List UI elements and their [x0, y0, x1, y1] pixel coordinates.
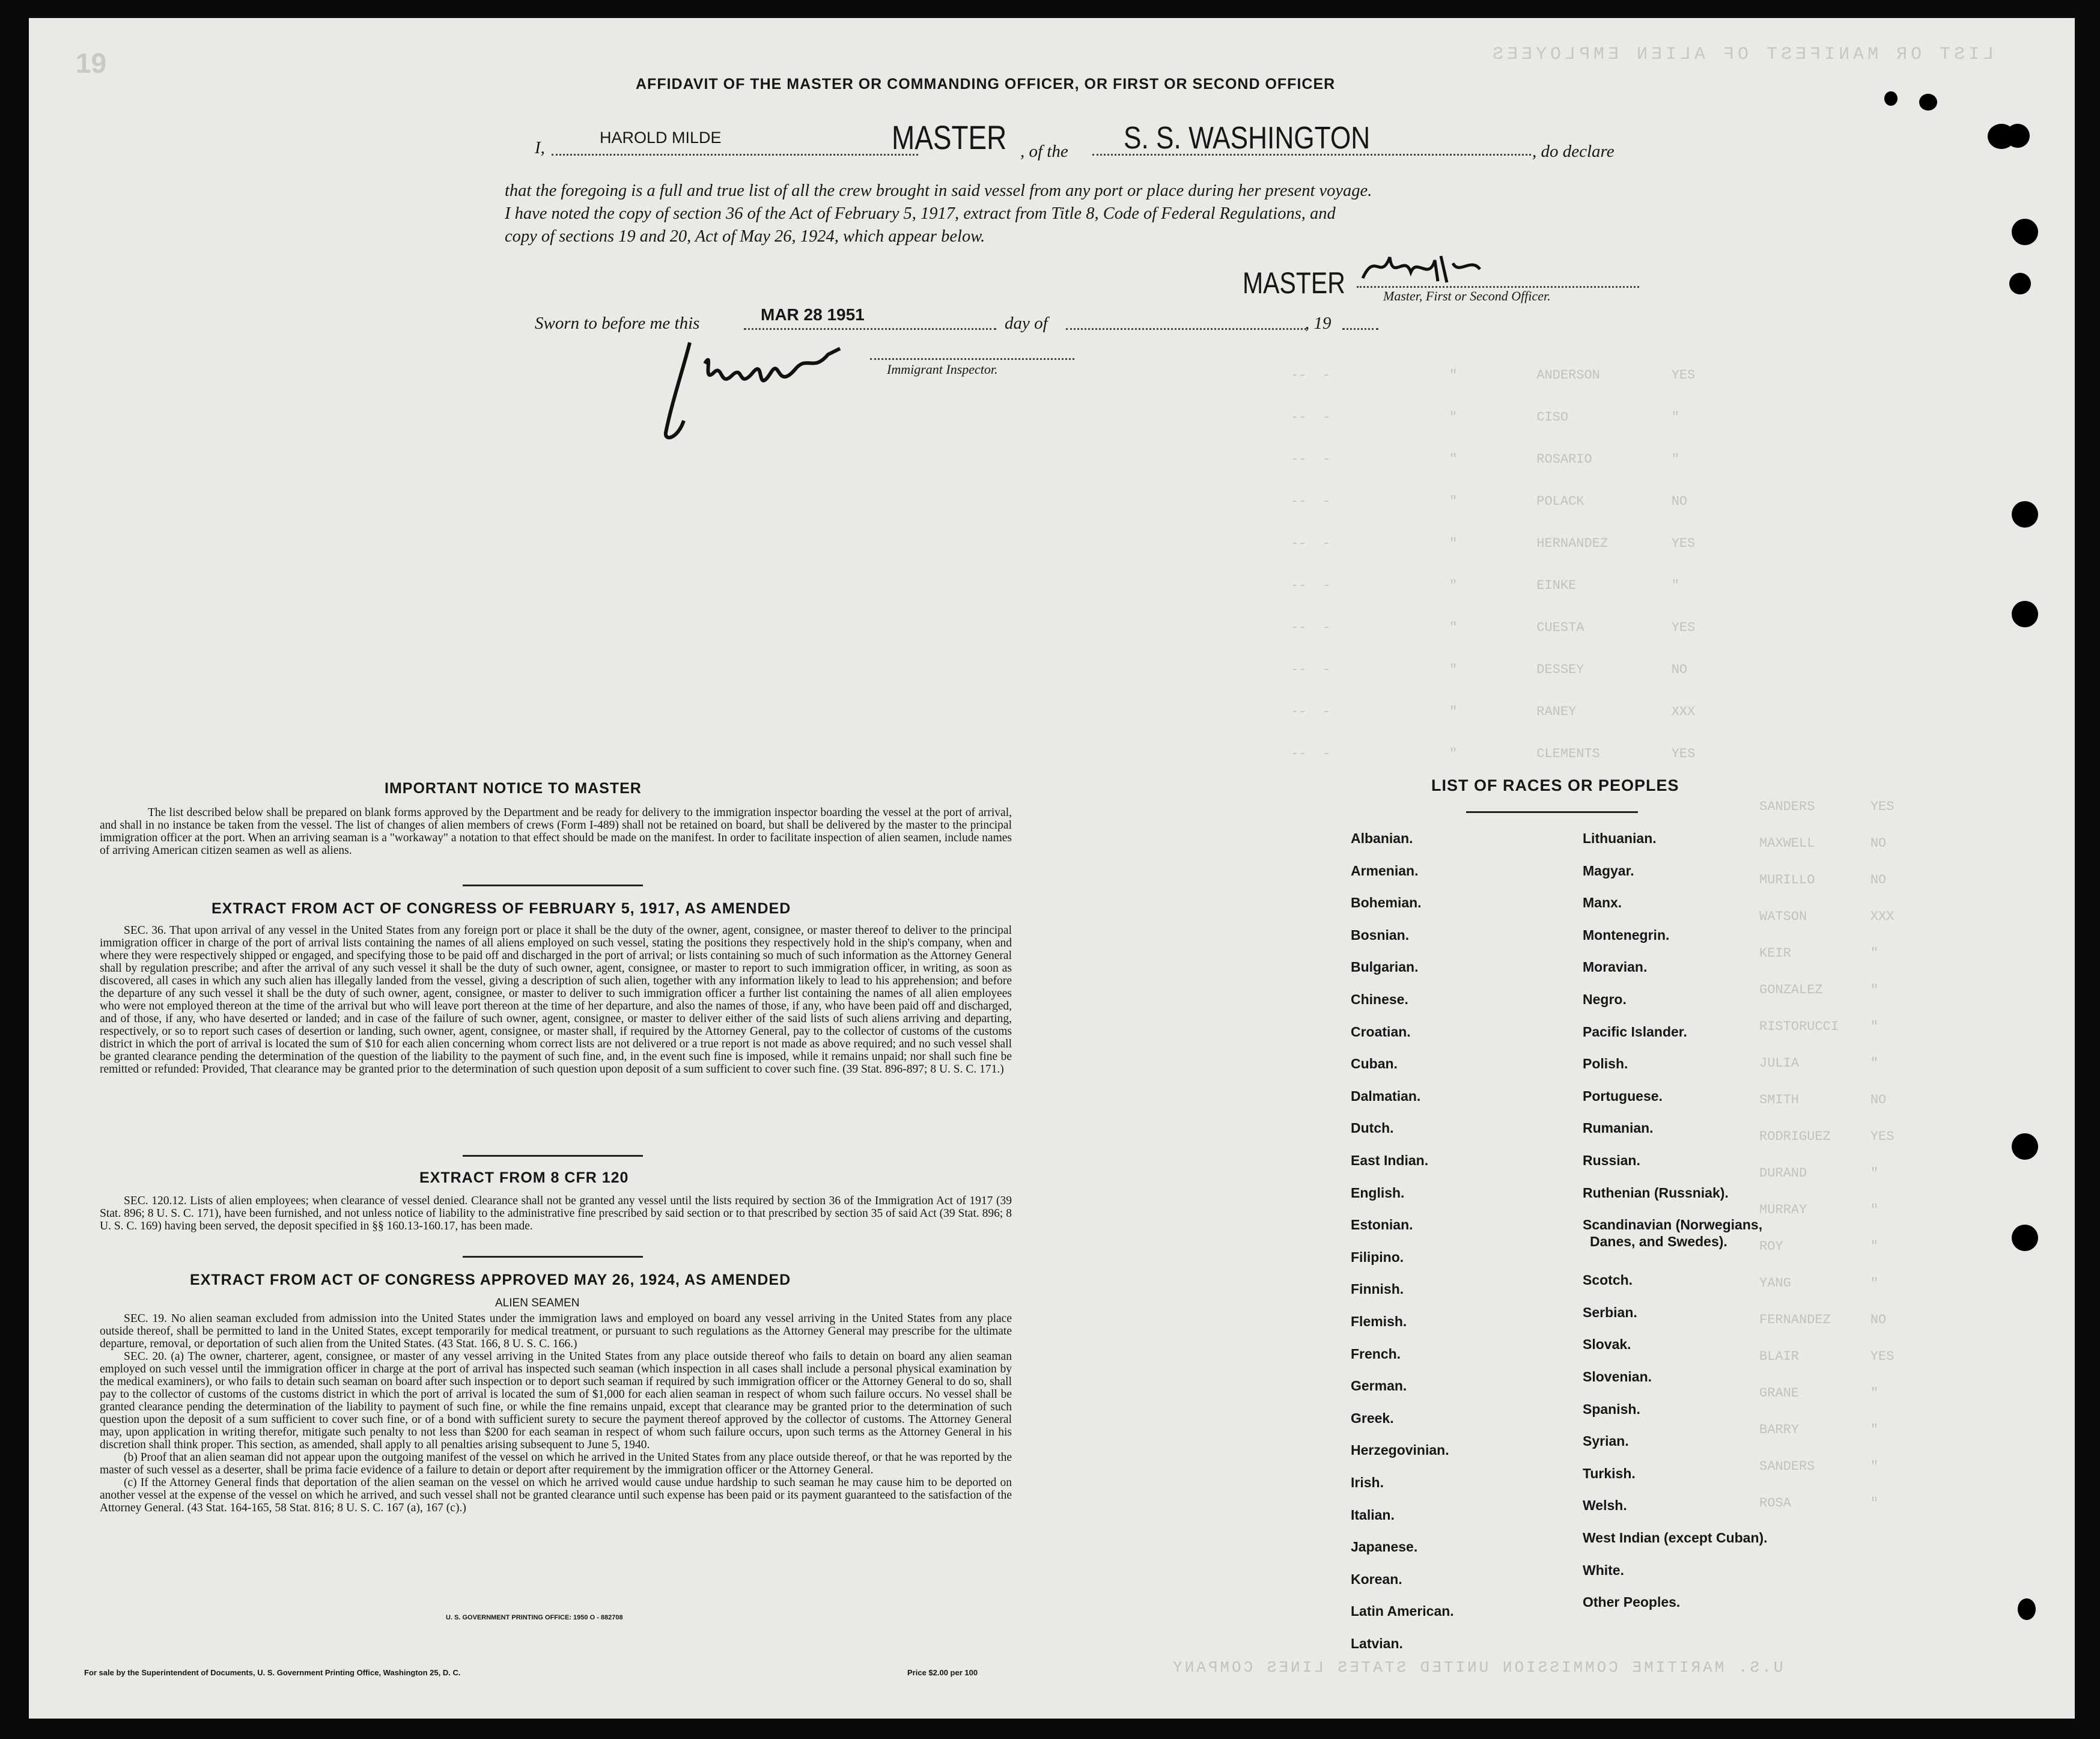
sec-20b: (b) Proof that an alien seaman did not appear upon the outgoing manifest of the vessel on which he arrived in the United States from any place outside thereof, or that he was reported by the master of such vessel as a deserter, shall be prima facie evidence of a failure to detain or deport after requirement by the immigration officer or the Attorney General. — [100, 1451, 1012, 1476]
race-item: Rumanian. — [1583, 1120, 1654, 1136]
race-item: Magyar. — [1583, 862, 1634, 879]
race-item: Armenian. — [1351, 862, 1419, 879]
bleed-through-footer: U.S. MARITIME COMMISSION UNITED STATES LINES COMPANY — [1170, 1658, 1783, 1677]
vessel-name: S. S. WASHINGTON — [1124, 121, 1371, 156]
race-item: Syrian. — [1583, 1433, 1629, 1449]
race-item: English. — [1351, 1184, 1405, 1201]
punch-hole — [2009, 273, 2031, 294]
race-item: Serbian. — [1583, 1304, 1637, 1320]
race-item: Scotch. — [1583, 1272, 1633, 1288]
affidavit-heading: AFFIDAVIT OF THE MASTER OR COMMANDING OFFICER, OR FIRST OR SECOND OFFICER — [636, 76, 1336, 93]
affidavit-line-2: that the foregoing is a full and true list of all the crew brought in said vessel from any port or place during her present voyage. — [505, 181, 1372, 200]
race-item: French. — [1351, 1345, 1401, 1362]
race-item: Dalmatian. — [1351, 1088, 1421, 1104]
race-item: Pacific Islander. — [1583, 1023, 1687, 1040]
race-item: Greek. — [1351, 1410, 1394, 1426]
race-item: Russian. — [1583, 1153, 1640, 1168]
bleed-through-header: LIST OR MANIFEST OF ALIEN EMPLOYEES — [1489, 44, 1994, 65]
signer-caption: Master, First or Second Officer. — [1383, 288, 1551, 303]
inspector-signature — [648, 330, 852, 451]
race-item: Flemish. — [1351, 1314, 1407, 1329]
footer-price: Price $2.00 per 100 — [907, 1668, 978, 1677]
stamp-date: MAR 28 1951 — [761, 305, 865, 324]
extract-1924-body — [100, 1312, 1012, 1514]
bleed-through-rows: -- - " ANDERSON YES -- - " CISO " -- - " ROSARIO " -- - " POLACK NO -- - " HERNANDEZ YES -- - " EINKE " -- - " CUESTA YES -- - " DESSEY NO -- - " RANEY XXX -- - " CLEMENTS YES — [1291, 368, 1696, 761]
corner-number: 19 — [76, 47, 107, 79]
race-item: Herzegovinian. — [1351, 1442, 1449, 1458]
extract-1924-subtitle: ALIEN SEAMEN — [495, 1297, 580, 1309]
i-label: I, — [535, 138, 545, 157]
race-item: Croatian. — [1351, 1023, 1411, 1040]
extract-cfr-title: EXTRACT FROM 8 CFR 120 — [419, 1169, 629, 1186]
printing-office: U. S. GOVERNMENT PRINTING OFFICE: 1950 O - 882708 — [446, 1614, 623, 1621]
sec-20a: SEC. 20. (a) The owner, charterer, agent, consignee, or master of any vessel arriving in the United States from any place outside thereof who fails to detain on board any alien seaman employed on such vessel until the immigration officer in charge at the port of arrival has inspected such seaman (which inspection in all cases shall include a personal physical examination by the medical examiners), or who fails to detain such seaman on board after such inspection or to deport such seaman if required by such immigration officer or the Attorney General to do so, shall pay to the collector of customs of the customs district in which the port of arrival is located the sum of $1,000 for each alien seaman in respect of whom such failure occurs. No vessel shall be granted clearance pending the determination of the liability to payment of such fine, or while the fine remains unpaid, except that clearance may be granted prior to the determination of such question upon the deposit of a sum sufficient to cover such fine, or of a bond with sufficient surety to secure the payment thereof approved by the collector of customs. The Attorney General may, upon application in writing therefor, mitigate such penalty to not less than $200 for each seaman in respect of whom such failure occurs, upon such terms as the Attorney General in his discretion shall think proper. This section, as amended, shall apply to all penalties arising subsequent to June 5, 1940. — [100, 1350, 1012, 1451]
affidavit-line-3: I have noted the copy of section 36 of the Act of February 5, 1917, extract from Title 8, Code of Federal Regulations, and — [505, 204, 1336, 223]
race-item: Portuguese. — [1583, 1088, 1663, 1104]
race-item: West Indian (except Cuban). — [1583, 1530, 1768, 1546]
race-item: Latvian. — [1351, 1636, 1403, 1651]
divider — [463, 1155, 643, 1157]
race-item: Montenegrin. — [1583, 927, 1670, 943]
race-item: Bosnian. — [1351, 927, 1410, 943]
extract-1924-title: EXTRACT FROM ACT OF CONGRESS APPROVED MAY 26, 1924, AS AMENDED — [190, 1272, 791, 1288]
divider — [1466, 811, 1638, 813]
race-item: Korean. — [1351, 1571, 1402, 1587]
race-item: White. — [1583, 1562, 1624, 1578]
punch-hole — [2012, 501, 2038, 528]
race-item: Bohemian. — [1351, 895, 1422, 911]
races-title: LIST OF RACES OR PEOPLES — [1431, 776, 1679, 794]
punch-hole — [2012, 1225, 2038, 1251]
race-item: Chinese. — [1351, 991, 1408, 1007]
signer-rank-stamp: MASTER — [1243, 266, 1345, 300]
punch-hole — [2018, 1598, 2036, 1620]
extract-cfr-body: SEC. 120.12. Lists of alien employees; when clearance of vessel denied. Clearance shall not be granted any vessel until the lists required by section 36 of the Immigration Act of 1917 (39 Stat. 896; 8 U. S. C. 171), have been furnished, and not unless notice of liability to the administrative fine prescribed by said section or to that prescribed by section 35 of said Act (39 Stat. 896; 8 U. S. C. 169) having been served, the deposit specified in §§ 160.13-160.17, has been made. — [100, 1195, 1012, 1232]
race-item: Cuban. — [1351, 1056, 1398, 1072]
year-prefix: , 19 — [1305, 314, 1332, 333]
extract-1917-body: SEC. 36. That upon arrival of any vessel in the United States from any foreign port or place it shall be the duty of the owner, agent, consignee, or master thereof to deliver to the principal immigration officer in charge of the port of arrival lists containing the names of all aliens employed on such vessel, stating the positions they respectively hold in the ship's company, when and where they were respectively shipped or engaged, and specifying those to be paid off and discharged in the port of arrival; or lists containing so much of such information as the Attorney General shall by regulation prescribe; and after the arrival of any such vessel it shall be the duty of such owner, agent, consignee, or master to report to such immigration officer, in writing, as soon as discovered, all cases in which any such alien has illegally landed from the vessel, giving a description of such alien, together with any information likely to lead to his apprehension; and before the departure of any such vessel it shall be the duty of such owner, agent, consignee, or master to deliver to such immigration officer a further list containing the names of all alien employees who were not employed thereon at the time of the arrival but who will leave port thereon at the time of her departure, and also the names of those, if any, who have been paid off and discharged, and of those, if any, who have deserted or landed; and in case of the failure of such owner, agent, consignee, or master to deliver either of the said lists of such aliens arriving and departing, respectively, or so to report such cases of desertion or landing, such owner, agent, consignee, or master shall, if required by the Attorney General, pay to the collector of customs of the customs district in which the port of arrival is located the sum of $10 for each alien concerning whom correct lists are not delivered or a true report is not made as above required; and no such vessel shall be granted clearance pending the determination of the question of the liability to the payment of such fine, and, in the event such fine is imposed, while it remains unpaid; nor shall such fine be remitted or refunded: Provided, That clearance may be granted prior to the determination of such question upon deposit of a sum sufficient to cover such fine. (39 Stat. 896-897; 8 U. S. C. 171.) — [100, 924, 1012, 1076]
race-item: Spanish. — [1583, 1401, 1640, 1417]
punch-hole — [1919, 94, 1937, 111]
race-item: German. — [1351, 1378, 1407, 1394]
punch-hole — [1884, 91, 1898, 106]
race-item: Japanese. — [1351, 1539, 1418, 1555]
notice-title: IMPORTANT NOTICE TO MASTER — [385, 780, 642, 797]
race-item: Filipino. — [1351, 1249, 1404, 1265]
race-item: Manx. — [1583, 895, 1622, 911]
sec-20c: (c) If the Attorney General finds that deportation of the alien seaman on the vessel on which he arrived would cause undue hardship to such seaman he may cause him to be deported on another vessel at the expense of the vessel on which he arrived, and such vessel shall not be granted clearance until such expense has been paid or its payment guaranteed to the satisfaction of the Attorney General. (43 Stat. 164-165, 58 Stat. 816; 8 U. S. C. 167 (a), 167 (c).) — [100, 1476, 1012, 1514]
do-declare-label: , do declare — [1532, 142, 1615, 161]
race-item: Slovak. — [1583, 1336, 1631, 1353]
rank-stamp: MASTER — [892, 118, 1007, 156]
footer-sale: For sale by the Superintendent of Documents, U. S. Government Printing Office, Washington 25, D. C. — [84, 1668, 461, 1677]
race-item: Slovenian. — [1583, 1369, 1652, 1384]
sec-19: SEC. 19. No alien seaman excluded from admission into the United States under the immigration laws and employed on board any vessel arriving in the United States from any place outside thereof, shall be permitted to land in the United States, except temporarily for medical treatment, or pursuant to such regulations as the Attorney General may prescribe for the ultimate departure, removal, or deportation of such alien from the United States. (43 Stat. 166, 8 U. S. C. 166.) — [100, 1312, 1012, 1350]
race-item: Polish. — [1583, 1056, 1628, 1072]
master-name: HAROLD MILDE — [600, 129, 722, 147]
race-item: Estonian. — [1351, 1217, 1413, 1233]
race-item: Finnish. — [1351, 1281, 1404, 1297]
race-item: Italian. — [1351, 1506, 1395, 1523]
race-item: East Indian. — [1351, 1153, 1429, 1168]
punch-hole — [2012, 601, 2038, 627]
race-item: Dutch. — [1351, 1120, 1394, 1136]
race-item: Moravian. — [1583, 959, 1648, 975]
race-item: Scandinavian (Norwegians, — [1583, 1217, 1763, 1233]
sworn-label: Sworn to before me this — [535, 314, 700, 333]
notice-body: The list described below shall be prepared on blank forms approved by the Department and be ready for delivery to the immigration inspector boarding the vessel at the port of arrival, and shall in no instance be taken from the vessel. The list of changes of alien members of crews (Form I-489) shall not be retained on board, but shall be delivered by the master to the principal immigration officer at the port. When an arriving seaman is a "workaway" a notation to that effect should be made on the manifest. In order to facilitate inspection of alien seamen, include names of arriving American citizen seamen as well as aliens. — [100, 806, 1012, 857]
race-item: Other Peoples. — [1583, 1594, 1681, 1610]
race-item: Latin American. — [1351, 1603, 1454, 1619]
document-page — [29, 18, 2075, 1719]
race-item: Ruthenian (Russniak). — [1583, 1184, 1729, 1201]
punch-hole — [2012, 1133, 2038, 1160]
inspector-caption: Immigrant Inspector. — [887, 362, 998, 377]
race-item: Turkish. — [1583, 1465, 1636, 1481]
day-of-label: day of — [1005, 314, 1048, 333]
of-the-label: , of the — [1020, 142, 1068, 161]
race-item: Bulgarian. — [1351, 959, 1419, 975]
bleed-through-right: SANDERS YES MAXWELL NO MURILLO NO WATSON XXX KEIR " GONZALEZ " RISTORUCCI " JULIA " SMITH NO RODRIGUEZ YES DURAND " MURRAY " ROY " YANG " FERNANDEZ NO BLAIR YES GRANE " BARRY " SANDERS " ROSA " — [1759, 799, 1895, 1511]
punch-hole — [2006, 124, 2030, 148]
race-item: Albanian. — [1351, 830, 1413, 846]
divider — [463, 1256, 643, 1258]
race-item: Welsh. — [1583, 1497, 1627, 1514]
race-item: Lithuanian. — [1583, 830, 1657, 846]
extract-1917-title: EXTRACT FROM ACT OF CONGRESS OF FEBRUARY 5, 1917, AS AMENDED — [212, 900, 791, 917]
race-item: Danes, and Swedes). — [1590, 1234, 1727, 1250]
punch-hole — [2012, 219, 2038, 245]
race-item: Irish. — [1351, 1475, 1384, 1490]
affidavit-line-4: copy of sections 19 and 20, Act of May 26, 1924, which appear below. — [505, 227, 985, 246]
divider — [463, 885, 643, 886]
race-item: Negro. — [1583, 991, 1627, 1007]
